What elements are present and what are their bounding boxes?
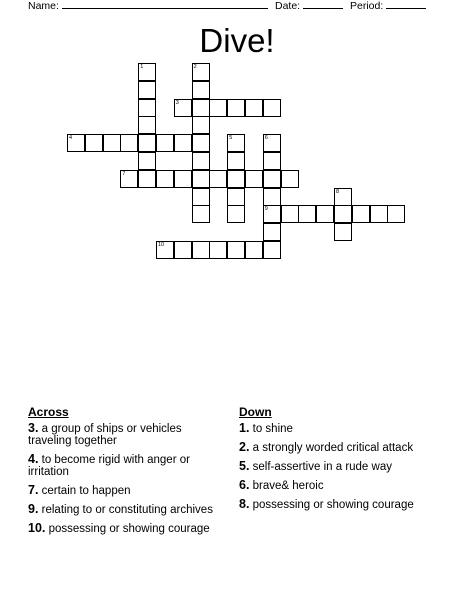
- cell-number: 8: [336, 188, 340, 195]
- clue-down: [239, 441, 439, 454]
- crossword-cell[interactable]: [192, 116, 210, 134]
- crossword-cell[interactable]: [263, 188, 281, 206]
- crossword-cell[interactable]: [156, 134, 174, 152]
- crossword-cell[interactable]: [227, 99, 245, 117]
- crossword-cell[interactable]: [174, 170, 192, 188]
- clue-number: 2.: [239, 440, 250, 454]
- name-label: Name:: [28, 0, 59, 12]
- across-heading: Across: [28, 405, 69, 419]
- crossword-cell[interactable]: [352, 205, 370, 223]
- cell-number: 5: [229, 135, 233, 142]
- crossword-cell[interactable]: [85, 134, 103, 152]
- crossword-cell[interactable]: [138, 99, 156, 117]
- clue-across: [28, 422, 228, 447]
- crossword-cell[interactable]: [192, 134, 210, 152]
- cell-number: 1: [140, 64, 144, 70]
- cell-number: 2: [193, 64, 197, 70]
- crossword-cell[interactable]: [192, 63, 210, 81]
- crossword-cell[interactable]: [156, 170, 174, 188]
- crossword-cell[interactable]: [103, 134, 121, 152]
- crossword-cell[interactable]: [138, 152, 156, 170]
- clue-text: brave& heroic: [252, 480, 324, 492]
- crossword-cell[interactable]: [263, 241, 281, 259]
- crossword-cell[interactable]: [281, 205, 299, 223]
- crossword-cell[interactable]: [227, 205, 245, 223]
- crossword-cell[interactable]: [138, 81, 156, 99]
- crossword-cell[interactable]: [298, 205, 316, 223]
- cell-number: 6: [264, 135, 268, 142]
- clue-text: to shine: [252, 423, 293, 435]
- crossword-cell[interactable]: [387, 205, 405, 223]
- clue-down: [239, 460, 439, 473]
- crossword-cell[interactable]: [120, 170, 138, 188]
- crossword-cell[interactable]: [174, 134, 192, 152]
- crossword-cell[interactable]: [263, 99, 281, 117]
- clue-number: 5.: [239, 459, 250, 473]
- clue-text: relating to or constituting archives: [41, 504, 213, 516]
- clue-across: [28, 484, 228, 497]
- cell-number: 3: [175, 99, 179, 106]
- crossword-cell[interactable]: [192, 241, 210, 259]
- clue-number: 3.: [28, 421, 39, 435]
- crossword-cell[interactable]: [316, 205, 334, 223]
- clue-across: [28, 503, 228, 516]
- crossword-cell[interactable]: [334, 188, 352, 206]
- crossword-cell[interactable]: [192, 99, 210, 117]
- crossword-cell[interactable]: [192, 81, 210, 99]
- clue-number: 6.: [239, 478, 250, 492]
- crossword-cell[interactable]: [138, 63, 156, 81]
- clue-down: [239, 498, 439, 511]
- clue-text: certain to happen: [41, 485, 131, 497]
- cell-number: 4: [69, 135, 73, 142]
- crossword-cell[interactable]: [245, 99, 263, 117]
- crossword-cell[interactable]: [370, 205, 388, 223]
- page-title: Dive!: [199, 22, 275, 59]
- crossword-cell[interactable]: [263, 134, 281, 152]
- clue-number: 4.: [28, 452, 39, 466]
- crossword-cell[interactable]: [138, 116, 156, 134]
- crossword-cell[interactable]: [263, 205, 281, 223]
- crossword-cell[interactable]: [192, 205, 210, 223]
- cell-number: 9: [264, 206, 268, 213]
- crossword-grid: [0, 0, 474, 300]
- clue-text: a group of ships or vehicles traveling together: [28, 423, 182, 447]
- cell-number: 10: [158, 242, 165, 248]
- clue-text: possessing or showing courage: [252, 499, 414, 511]
- down-heading: Down: [239, 405, 272, 419]
- crossword-cell[interactable]: [263, 170, 281, 188]
- clue-across: [28, 453, 228, 478]
- crossword-cell[interactable]: [209, 170, 227, 188]
- crossword-cell[interactable]: [138, 170, 156, 188]
- crossword-cell[interactable]: [174, 241, 192, 259]
- clue-number: 7.: [28, 483, 39, 497]
- crossword-cell[interactable]: [192, 188, 210, 206]
- clue-down: [239, 422, 439, 435]
- crossword-cell[interactable]: [174, 99, 192, 117]
- crossword-cell[interactable]: [192, 152, 210, 170]
- crossword-cell[interactable]: [227, 134, 245, 152]
- crossword-cell[interactable]: [227, 188, 245, 206]
- clue-number: 10.: [28, 521, 46, 535]
- crossword-cell[interactable]: [245, 241, 263, 259]
- crossword-cell[interactable]: [334, 205, 352, 223]
- clue-text: to become rigid with anger or irritation: [28, 454, 190, 478]
- crossword-cell[interactable]: [138, 134, 156, 152]
- crossword-cell[interactable]: [263, 152, 281, 170]
- crossword-cell[interactable]: [227, 241, 245, 259]
- crossword-cell[interactable]: [209, 241, 227, 259]
- clue-number: 8.: [239, 497, 250, 511]
- crossword-cell[interactable]: [67, 134, 85, 152]
- crossword-cell[interactable]: [263, 223, 281, 241]
- clue-text: a strongly worded critical attack: [252, 442, 414, 454]
- crossword-cell[interactable]: [245, 170, 263, 188]
- crossword-cell[interactable]: [227, 170, 245, 188]
- crossword-cell[interactable]: [209, 99, 227, 117]
- period-label: Period:: [350, 0, 384, 12]
- date-label: Date:: [275, 0, 301, 12]
- crossword-cell[interactable]: [227, 152, 245, 170]
- across-clues: [28, 406, 228, 541]
- clue-down: [239, 479, 439, 492]
- crossword-cell[interactable]: [156, 241, 174, 259]
- clue-across: [28, 522, 228, 535]
- crossword-cell[interactable]: [334, 223, 352, 241]
- clue-text: possessing or showing courage: [48, 523, 210, 535]
- crossword-cell[interactable]: [192, 170, 210, 188]
- clue-number: 1.: [239, 421, 250, 435]
- clue-number: 9.: [28, 502, 39, 516]
- down-clues: [239, 406, 439, 517]
- crossword-cell[interactable]: [120, 134, 138, 152]
- cell-number: 7: [122, 170, 126, 177]
- clue-text: self-assertive in a rude way: [252, 461, 392, 473]
- crossword-cell[interactable]: [281, 170, 299, 188]
